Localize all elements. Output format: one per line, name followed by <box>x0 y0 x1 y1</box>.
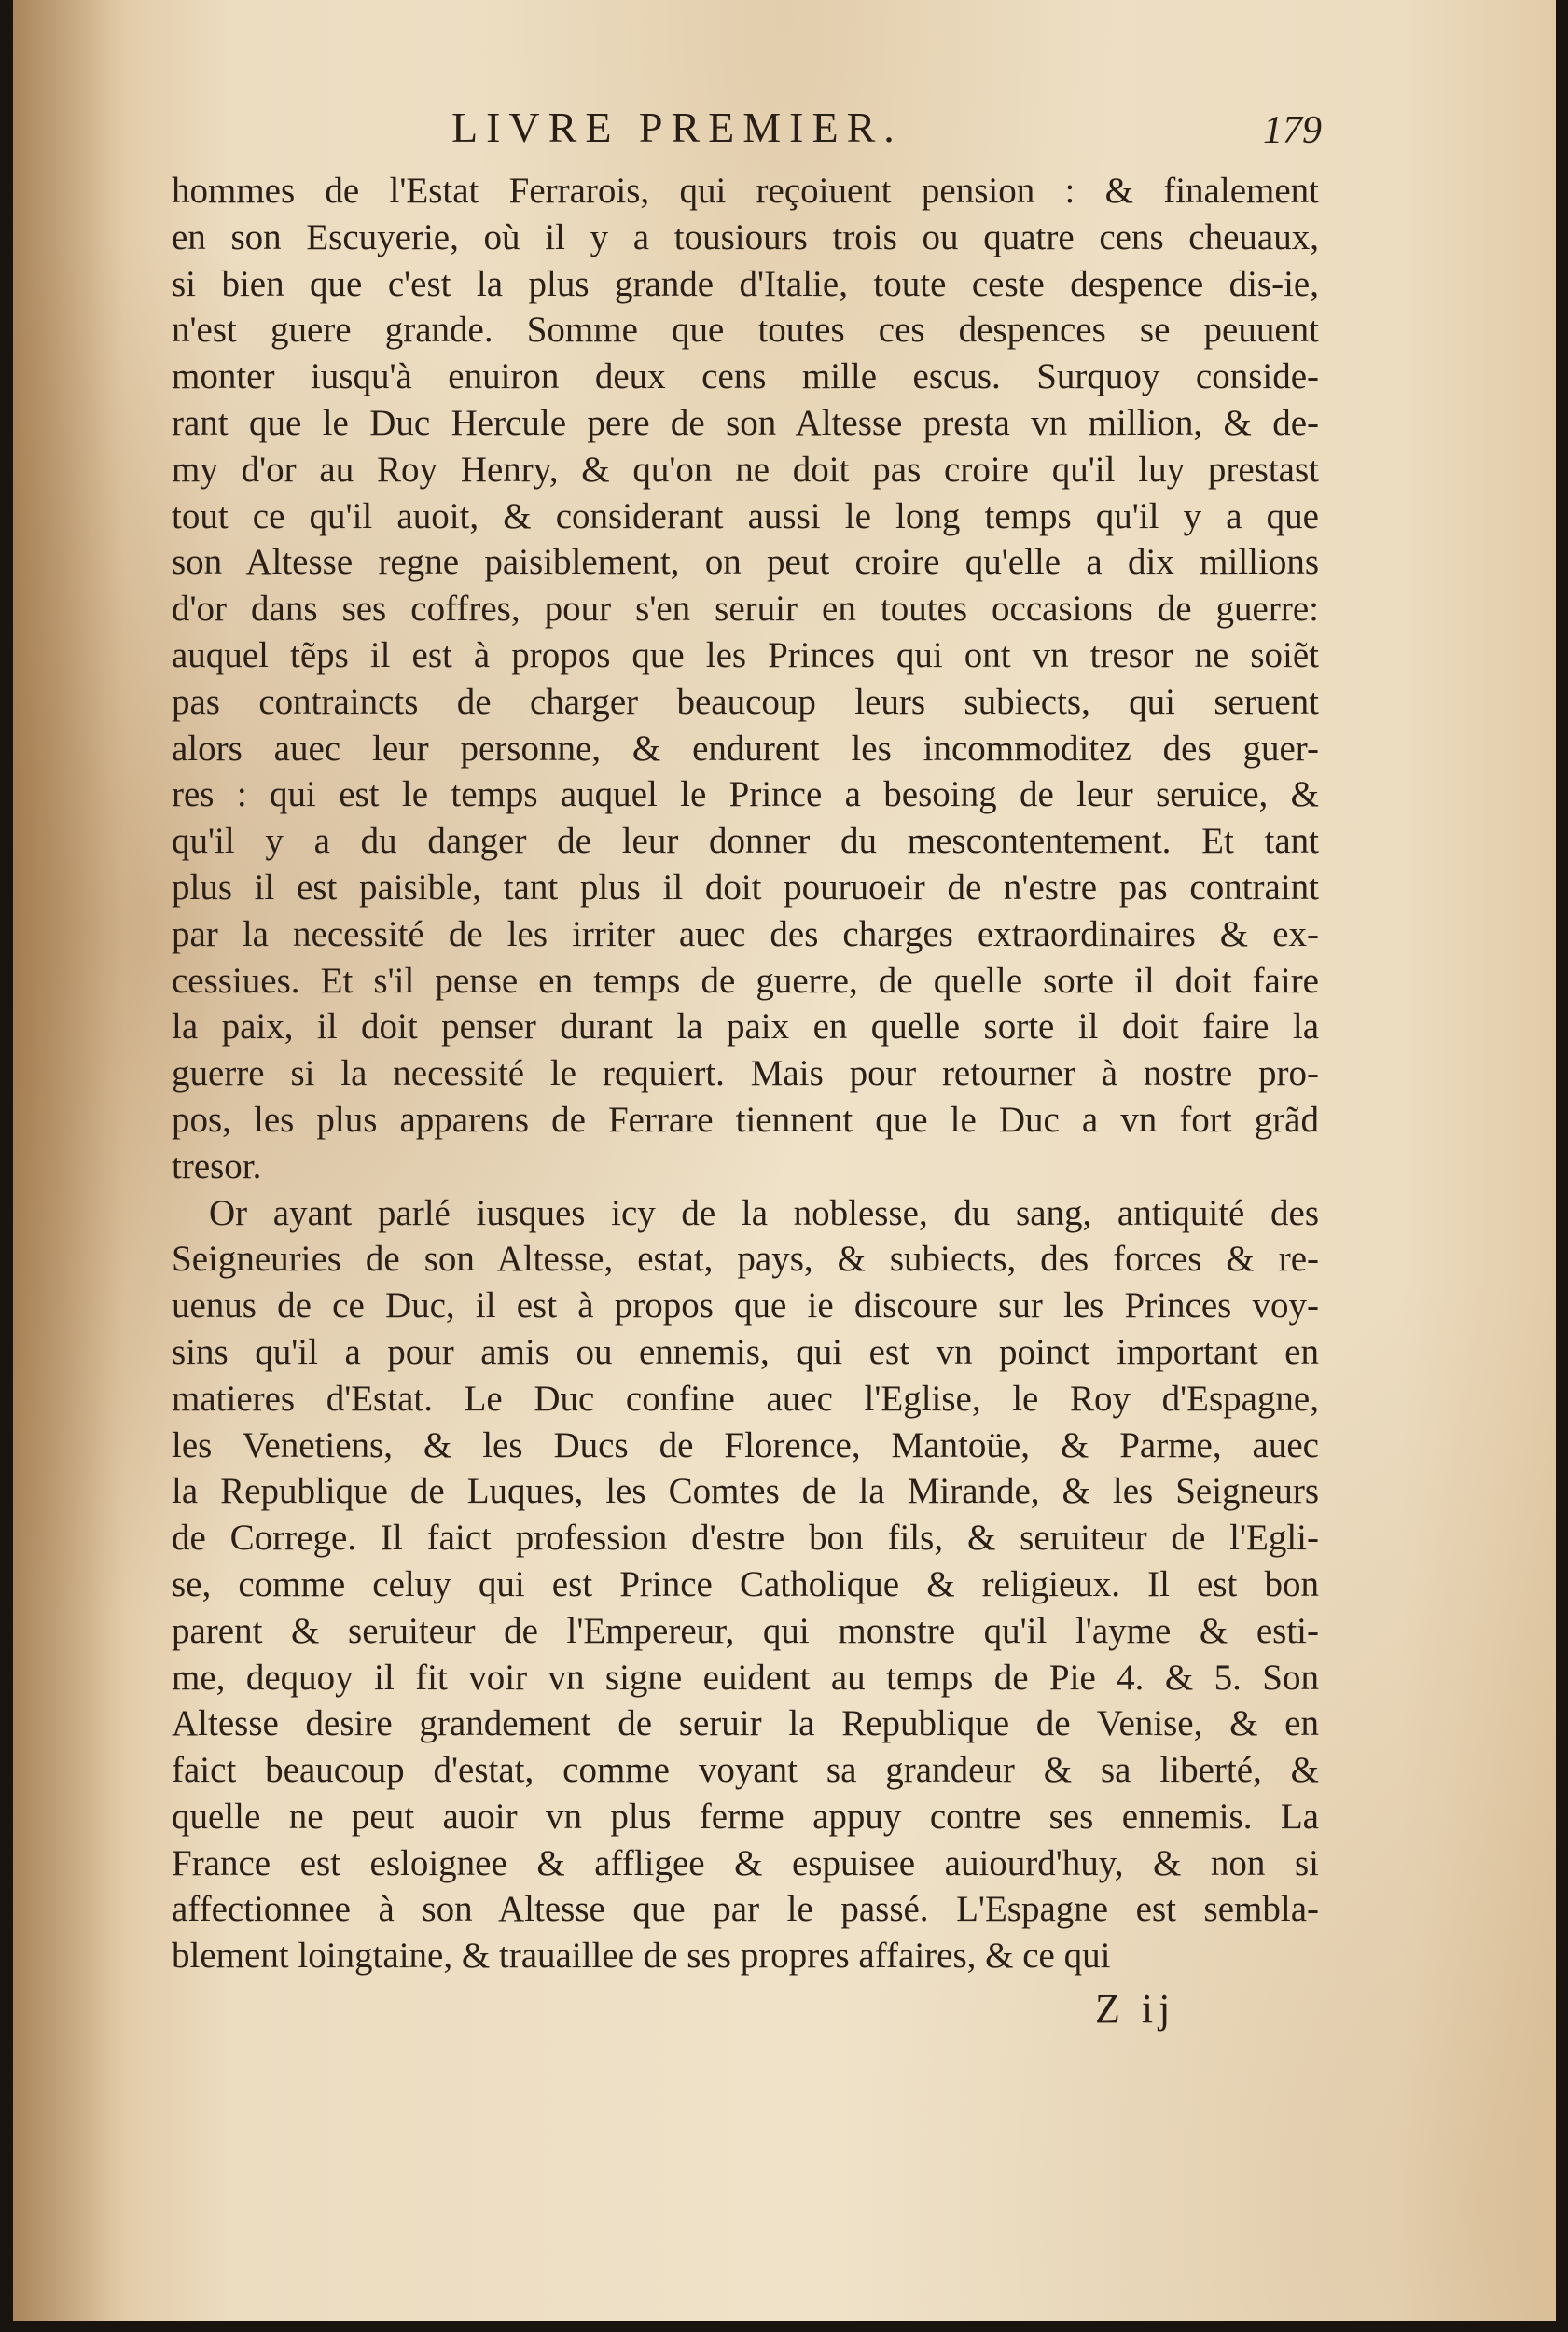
text-line: me, dequoy il fit voir vn signe euident au temps de Pie 4. & 5. Son <box>172 1657 1319 1698</box>
text-line: tout ce qu'il auoit, & considerant aussi le long temps qu'il y a que <box>172 495 1319 536</box>
text-line: en son Escuyerie, où il y a tousiours trois ou quatre cens cheuaux, <box>172 216 1319 257</box>
text-line: uenus de ce Duc, il est à propos que ie discoure sur les Princes voy- <box>172 1285 1319 1326</box>
page-edge-stain <box>13 0 125 2321</box>
text-line: plus il est paisible, tant plus il doit pouruoeir de n'estre pas contraint <box>172 867 1319 908</box>
text-line: si bien que c'est la plus grande d'Italie, toute ceste despence dis-ie, <box>172 263 1319 304</box>
text-line: sins qu'il a pour amis ou ennemis, qui est vn poinct important en <box>172 1331 1319 1372</box>
text-line: parent & seruiteur de l'Empereur, qui monstre qu'il l'ayme & esti- <box>172 1610 1319 1651</box>
text-line: pos, les plus apparens de Ferrare tiennent que le Duc a vn fort grãd <box>172 1099 1319 1140</box>
text-line: hommes de l'Estat Ferrarois, qui reçoiuent pension : & finalement <box>172 171 1319 211</box>
running-title: LIVRE PREMIER. <box>451 104 903 151</box>
text-line: Altesse desire grandement de seruir la Republique de Venise, & en <box>172 1703 1319 1744</box>
text-line: faict beaucoup d'estat, comme voyant sa grandeur & sa liberté, & <box>172 1750 1319 1791</box>
page-header <box>13 103 1556 168</box>
paragraph-2 <box>172 1190 1319 1980</box>
text-line: la paix, il doit penser durant la paix en quelle sorte il doit faire la <box>172 1006 1319 1048</box>
text-line: de Correge. Il faict profession d'estre bon fils, & seruiteur de l'Egli- <box>172 1518 1319 1559</box>
paragraph-1 <box>172 168 1319 1190</box>
text-line: cessiues. Et s'il pense en temps de guerre, de quelle sorte il doit faire <box>172 960 1319 1001</box>
text-line: Or ayant parlé iusques icy de la noblesse, du sang, antiquité des <box>209 1192 1319 1233</box>
text-line: quelle ne peut auoir vn plus ferme appuy contre ses ennemis. La <box>172 1796 1319 1837</box>
text-line: par la necessité de les irriter auec des charges extraordinaires & ex- <box>172 913 1319 954</box>
text-line: affectionnee à son Altesse que par le passé. L'Espagne est sembla- <box>172 1889 1319 1930</box>
signature-mark: Z ij <box>1095 1986 1176 2032</box>
body-text <box>172 168 1319 1979</box>
text-line: d'or dans ses coffres, pour s'en seruir en toutes occasions de guerre: <box>172 589 1319 630</box>
text-line: matieres d'Estat. Le Duc confine auec l'Eglise, le Roy d'Espagne, <box>172 1378 1319 1419</box>
text-line: n'est guere grande. Somme que toutes ces despences se peuuent <box>172 310 1319 351</box>
text-line: pas contraincts de charger beaucoup leurs subiects, qui seruent <box>172 681 1319 722</box>
text-line: alors auec leur personne, & endurent les incommoditez des guer- <box>172 728 1319 769</box>
book-page <box>13 0 1556 2321</box>
text-line: son Altesse regne paisiblement, on peut croire qu'elle a dix millions <box>172 542 1319 583</box>
text-line: monter iusqu'à enuiron deux cens mille escus. Surquoy conside- <box>172 356 1319 397</box>
text-line: la Republique de Luques, les Comtes de la Mirande, & les Seigneurs <box>172 1471 1319 1512</box>
text-line: my d'or au Roy Henry, & qu'on ne doit pas croire qu'il luy prestast <box>172 449 1319 490</box>
text-line: qu'il y a du danger de leur donner du mescontentement. Et tant <box>172 821 1319 862</box>
text-line: rant que le Duc Hercule pere de son Altesse presta vn million, & de- <box>172 402 1319 443</box>
text-line: tresor. <box>172 1145 262 1187</box>
text-line: se, comme celuy qui est Prince Catholique & religieux. Il est bon <box>172 1563 1319 1604</box>
text-line: res : qui est le temps auquel le Prince a besoing de leur seruice, & <box>172 774 1319 815</box>
text-line: les Venetiens, & les Ducs de Florence, Mantoüe, & Parme, auec <box>172 1424 1319 1465</box>
text-line: blement loingtaine, & trauaillee de ses propres affaires, & ce qui <box>172 1936 1111 1977</box>
text-line: Seigneuries de son Altesse, estat, pays, & subiects, des forces & re- <box>172 1239 1319 1280</box>
text-line: auquel tẽps il est à propos que les Princes qui ont vn tresor ne soiẽt <box>172 634 1319 675</box>
page-number: 179 <box>1263 109 1322 152</box>
text-line: guerre si la necessité le requiert. Mais pour retourner à nostre pro- <box>172 1053 1319 1094</box>
text-line: France est esloignee & affligee & espuisee auiourd'huy, & non si <box>172 1842 1319 1883</box>
